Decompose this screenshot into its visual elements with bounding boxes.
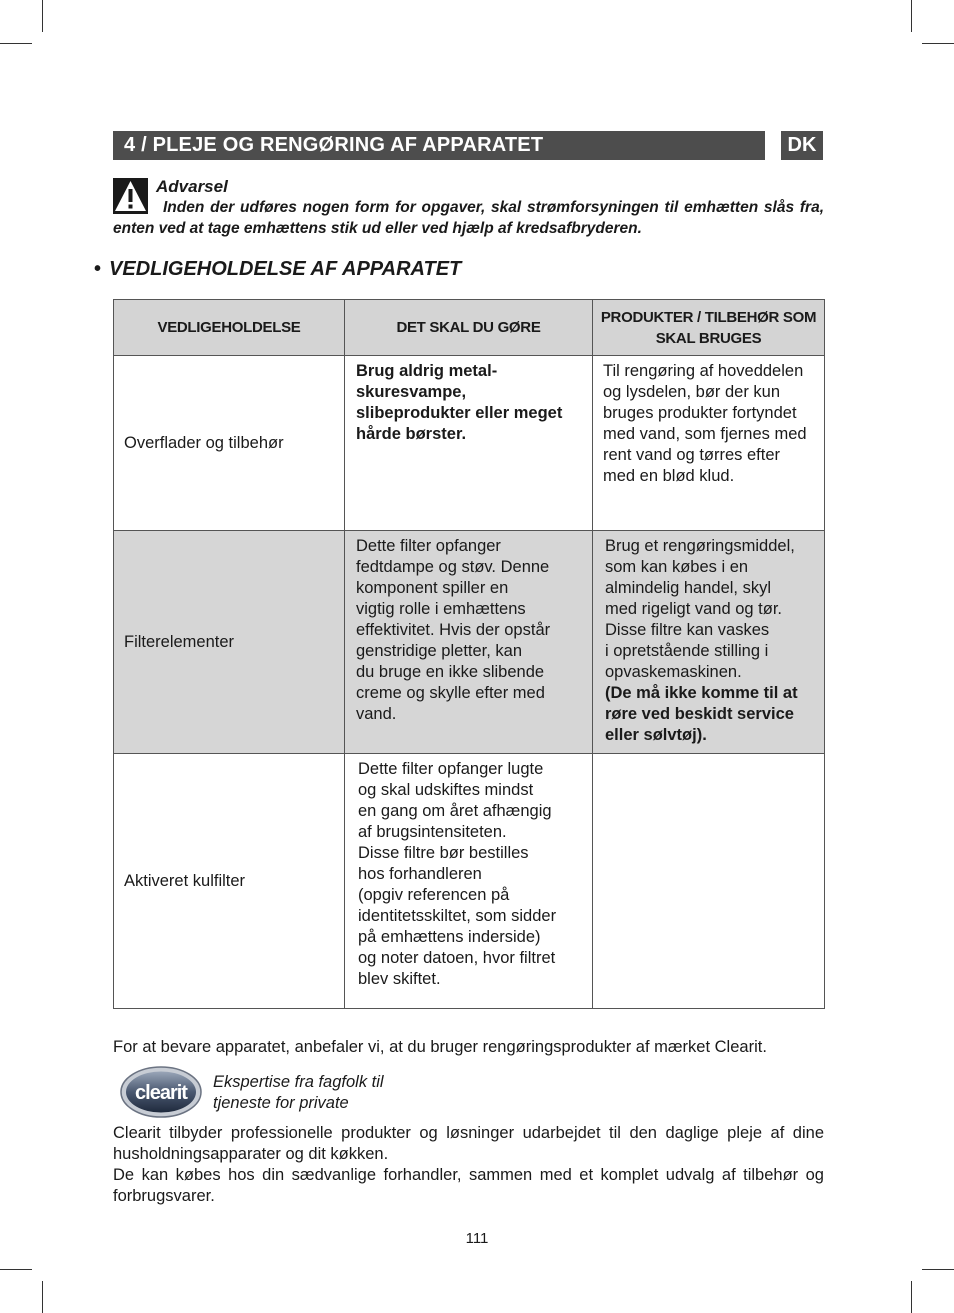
cell-text-line: Disse filtre bør bestilles xyxy=(358,844,529,862)
recommendation-intro: For at bevare apparatet, anbefaler vi, at du bruger rengøringsprodukter af mærket Clearit. xyxy=(113,1038,767,1056)
column-header: PRODUKTER / TILBEHØR SOM SKAL BRUGES xyxy=(593,300,825,356)
maintenance-table xyxy=(113,299,825,1009)
action-cell xyxy=(345,356,593,531)
page-number: 111 xyxy=(465,1230,489,1247)
cell-text-line: Dette filter opfanger lugte xyxy=(358,760,544,778)
crop-mark xyxy=(42,1281,43,1313)
products-cell xyxy=(593,531,825,754)
cell-text-line: og skal udskiftes mindst xyxy=(358,781,534,799)
crop-mark xyxy=(0,43,32,44)
cell-text-line: med en blød klud. xyxy=(603,467,735,485)
cell-text-line: en gang om året afhængig xyxy=(358,802,552,820)
section-heading-text: VEDLIGEHOLDELSE AF APPARATET xyxy=(109,258,462,280)
cell-text-line: med rigeligt vand og tør. xyxy=(605,600,783,618)
clearit-logo xyxy=(120,1066,202,1118)
cell-text-line: almindelig handel, skyl xyxy=(605,579,772,597)
products-cell xyxy=(593,754,825,1009)
section-heading xyxy=(94,258,461,281)
crop-mark xyxy=(922,1269,954,1270)
cell-text-line: Brug et rengøringsmiddel, xyxy=(605,537,795,555)
tagline xyxy=(213,1072,423,1114)
cell-text-line: (opgiv referencen på xyxy=(358,886,510,904)
row-label: Overflader og tilbehør xyxy=(114,356,345,531)
clearit-description xyxy=(113,1123,824,1207)
cell-text-line: vand. xyxy=(356,705,397,723)
cell-text-line: Disse filtre kan vaskes xyxy=(605,621,770,639)
bullet: • xyxy=(94,258,102,280)
warning-title: Advarsel xyxy=(156,177,228,196)
row-label: Aktiveret kulfilter xyxy=(114,754,345,1009)
cell-text-line: du bruge en ikke slibende xyxy=(356,663,545,681)
cell-text-line: på emhættens inderside) xyxy=(358,928,541,946)
cell-text-line: bruges produkter fortyndet xyxy=(603,404,797,422)
logo-text: clearit xyxy=(135,1082,187,1104)
crop-mark xyxy=(911,1281,912,1313)
cell-text-line: effektivitet. Hvis der opstår xyxy=(356,621,551,639)
cell-text-line: skuresvampe, xyxy=(356,383,467,401)
table-row xyxy=(114,356,825,531)
warning-text: Inden der udføres nogen form for opgaver, skal strømforsyningen til emhætten slås fra, enten ved at tage emhættens stik ud eller ved hjælp af kredsafbryderen. xyxy=(113,199,824,237)
cell-text-line: hos forhandleren xyxy=(358,865,482,883)
crop-mark xyxy=(911,0,912,32)
cell-text-line: Dette filter opfanger xyxy=(356,537,501,555)
cell-text-line: komponent spiller en xyxy=(356,579,509,597)
cell-text-line: creme og skylle efter med xyxy=(356,684,545,702)
cell-text-line: af brugsintensiteten. xyxy=(358,823,507,841)
language-badge: DK xyxy=(781,131,823,160)
cell-text-line: fedtdampe og støv. Denne xyxy=(356,558,550,576)
table-row xyxy=(114,531,825,754)
cell-text-line: røre ved beskidt service xyxy=(605,705,794,723)
crop-mark xyxy=(42,0,43,32)
cell-text-line: rent vand og tørres efter xyxy=(603,446,780,464)
crop-mark xyxy=(922,43,954,44)
action-cell xyxy=(345,531,593,754)
paragraph: De kan købes hos din sædvanlige forhandler, sammen med et komplet udvalg af tilbehør og forbrugsvarer. xyxy=(113,1166,824,1205)
table-row xyxy=(114,754,825,1009)
cell-text-line: identitetsskiltet, som sidder xyxy=(358,907,557,925)
cell-text-line: opvaskemaskinen. xyxy=(605,663,742,681)
cell-text-line: som kan købes i en xyxy=(605,558,749,576)
cell-text-line: Til rengøring af hoveddelen xyxy=(603,362,804,380)
cell-text-line: eller sølvtøj). xyxy=(605,726,707,744)
cell-text-line: hårde børster. xyxy=(356,425,467,443)
cell-text-line: og noter datoen, hvor filtret xyxy=(358,949,556,967)
table-header-row xyxy=(114,300,825,356)
cell-text-line: vigtig rolle i emhættens xyxy=(356,600,526,618)
column-header: VEDLIGEHOLDELSE xyxy=(114,300,345,356)
products-cell xyxy=(593,356,825,531)
row-label: Filterelementer xyxy=(114,531,345,754)
column-header: DET SKAL DU GØRE xyxy=(345,300,593,356)
cell-text-line: og lysdelen, bør der kun xyxy=(603,383,781,401)
crop-mark xyxy=(0,1269,32,1270)
tagline-line: tjeneste for private xyxy=(213,1094,349,1112)
cell-text-line: genstridige pletter, kan xyxy=(356,642,523,660)
cell-text-line: i opretstående stilling i xyxy=(605,642,769,660)
action-cell xyxy=(345,754,593,1009)
cell-text-line: blev skiftet. xyxy=(358,970,441,988)
tagline-line: Ekspertise fra fagfolk til xyxy=(213,1073,384,1091)
cell-text-line: Brug aldrig metal- xyxy=(356,362,498,380)
cell-text-line: slibeprodukter eller meget xyxy=(356,404,563,422)
cell-text-line: med vand, som fjernes med xyxy=(603,425,807,443)
paragraph: Clearit tilbyder professionelle produkter og løsninger udarbejdet til den daglige pleje af dine husholdningsapparater og dit køkken. xyxy=(113,1124,824,1163)
cell-text-line: (De må ikke komme til at xyxy=(605,684,798,702)
section-title-bar: 4 / PLEJE OG RENGØRING AF APPARATET xyxy=(113,131,765,160)
